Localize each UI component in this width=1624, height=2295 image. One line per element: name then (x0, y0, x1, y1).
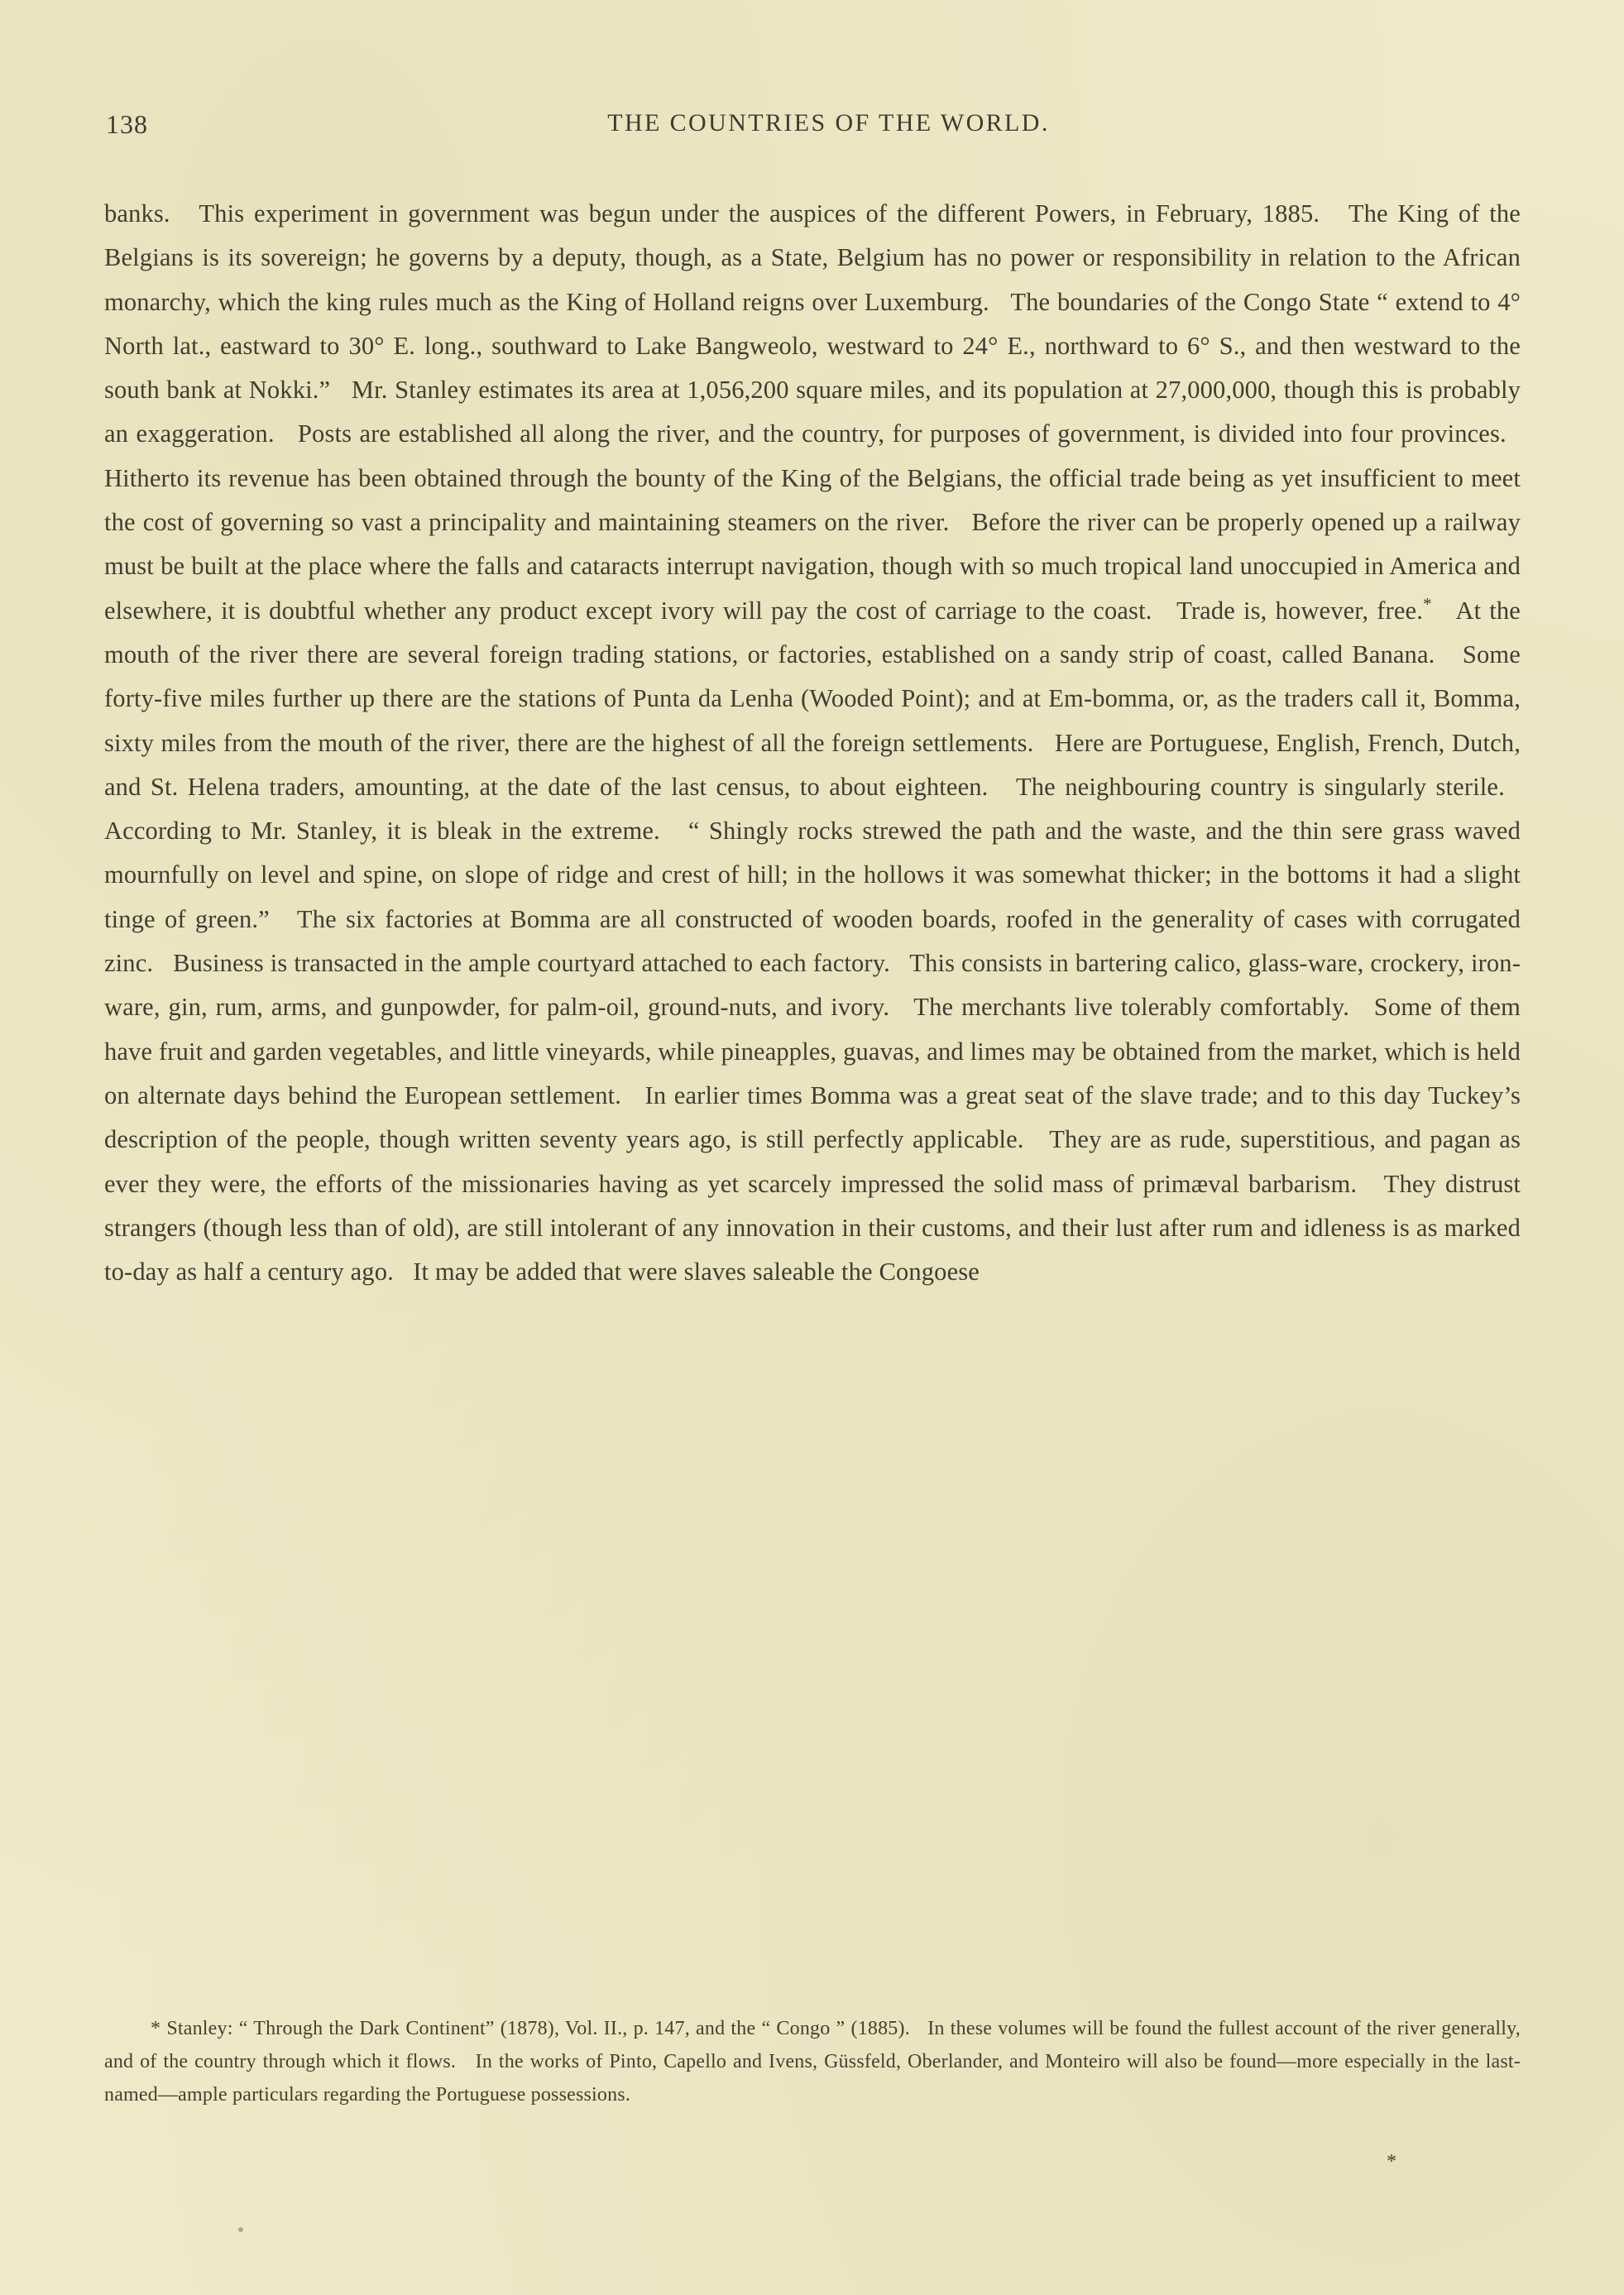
page-number: 138 (106, 109, 148, 139)
footnote-text (104, 2012, 1521, 2111)
page-header (106, 109, 1518, 142)
body-text (104, 192, 1521, 1294)
running-title: THE COUNTRIES OF THE WORLD. (607, 109, 1050, 137)
paragraph-main (104, 192, 1521, 1294)
body-part-two: At the mouth of the river there are several foreign trading stations, or factories, established on a sandy strip of coast, called Banana. Some forty-five miles further up there are the stations of Punta da Lenha (Wooded Point); and at Em-bomma, or, as the traders call it, Bomma, sixty miles from the mouth of the river, there are the highest of all the foreign settlements. Here are Portuguese, English, French, Dutch, and St. Helena traders, amounting, at the date of the last census, to about eighteen. The neighbouring country is singularly sterile. According to Mr. Stanley, it is bleak in the extreme. “ Shingly rocks strewed the path and the waste, and the thin sere grass waved mournfully on level and spine, on slope of ridge and crest of hill; in the hollows it was somewhat thicker; in the bottoms it had a slight tinge of green.” The six factories at Bomma are all constructed of wooden boards, roofed in the generality of cases with corrugated zinc. Business is transacted in the ample courtyard attached to each factory. This consists in bartering calico, glass-ware, crockery, iron-ware, gin, rum, arms, and gunpowder, for palm-oil, ground-nuts, and ivory. The merchants live tolerably comfortably. Some of them have fruit and garden vegetables, and little vineyards, while pineapples, guavas, and limes may be obtained from the market, which is held on alternate days behind the European settlement. In earlier times Bomma was a great seat of the slave trade; and to this day Tuckey’s description of the people, though written seventy years ago, is still perfectly applicable. They are as rude, superstitious, and pagan as ever they were, the efforts of the missionaries having as yet scarcely impressed the solid mass of primæval barbarism. They distrust strangers (though less than of old), are still intolerant of any innovation in their customs, and their lust after rum and idleness is as marked to-day as half a century ago. It may be added that were slaves saleable the Congoese (104, 596, 1521, 1286)
footnote-paragraph: * Stanley: “ Through the Dark Continent” (1878), Vol. II., p. 147, and the “ Congo ” (1885). In these volumes will be found the fullest account of the river generally, and of the country through which it flows. In the works of Pinto, Capello and Ivens, Güssfeld, Oberlander, and Monteiro will also be found—more especially in the last-named—ample particulars regarding the Portuguese possessions. (104, 2018, 1521, 2106)
scan-artifact-dot (238, 2227, 243, 2232)
body-part-one: banks. This experiment in government was begun under the auspices of the different Powers, in February, 1885. The King of the Belgians is its sovereign; he governs by a deputy, though, as a State, Belgium has no power or responsibility in relation to the African monarchy, which the king rules much as the King of Holland reigns over Luxemburg. The boundaries of the Congo State “ extend to 4° North lat., eastward to 30° E. long., southward to Lake Bangweolo, westward to 24° E., northward to 6° S., and then westward to the south bank at Nokki.” Mr. Stanley estimates its area at 1,056,200 square miles, and its population at 27,000,000, though this is probably an exaggeration. Posts are established all along the river, and the country, for purposes of government, is divided into four provinces. Hitherto its revenue has been obtained through the bounty of the King of the Belgians, the official trade being as yet insufficient to meet the cost of governing so vast a principality and maintaining steamers on the river. Before the river can be properly opened up a railway must be built at the place where the falls and cataracts interrupt navigation, though with so much tropical land unoccupied in America and elsewhere, it is doubtful whether any product except ivory will pay the cost of carriage to the coast. Trade is, however, free. (104, 199, 1521, 625)
signature-mark: * (1387, 2151, 1396, 2173)
footnote-reference: * (1423, 593, 1432, 614)
